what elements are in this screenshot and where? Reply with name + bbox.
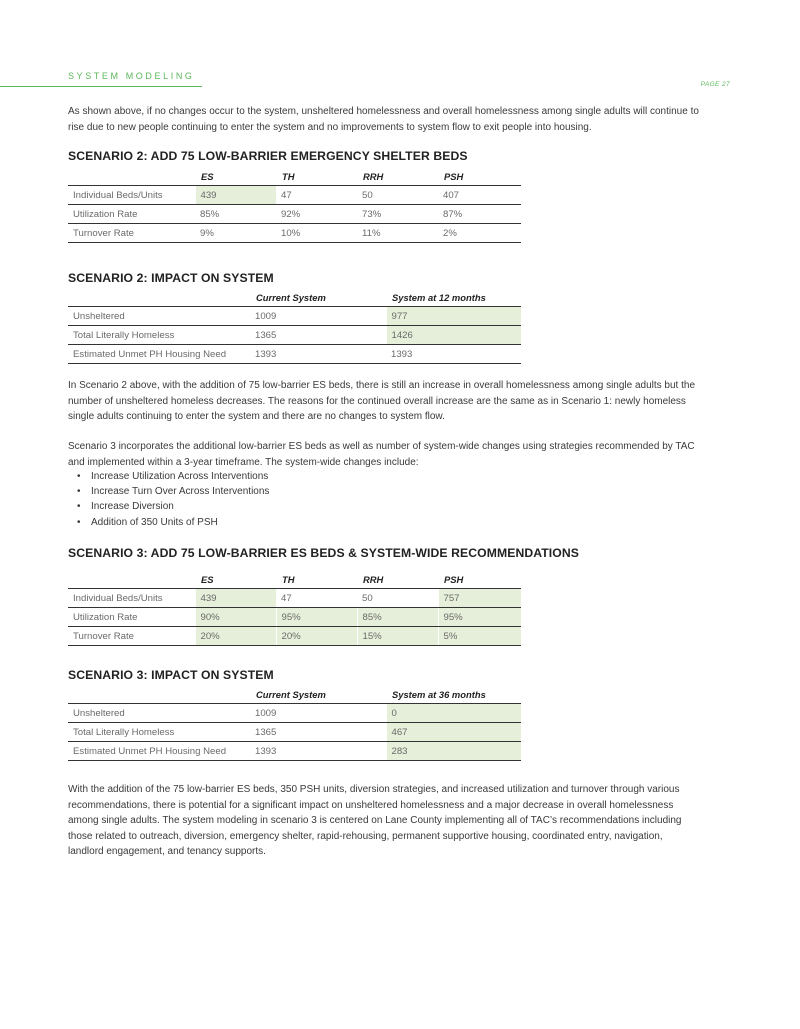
column-header: TH bbox=[276, 570, 357, 589]
table-cell: 977 bbox=[386, 307, 521, 326]
table-row bbox=[68, 704, 521, 723]
list-item bbox=[68, 469, 269, 484]
table-cell: 50 bbox=[357, 186, 438, 205]
column-header: Current System bbox=[250, 685, 386, 704]
row-label: Individual Beds/Units bbox=[68, 589, 195, 608]
section-rule bbox=[0, 86, 202, 87]
column-header: ES bbox=[195, 167, 276, 186]
table-row bbox=[68, 742, 521, 761]
row-label: Estimated Unmet PH Housing Need bbox=[68, 742, 250, 761]
table-cell: 1009 bbox=[250, 307, 386, 326]
table-cell: 73% bbox=[357, 205, 438, 224]
closing-paragraph: With the addition of the 75 low-barrier ES beds, 350 PSH units, diversion strategies, and increased utilization and turnover through various recommendations, there is potential for a significant impact on unsheltered homelessness and a major decrease in overall homelessness among single adults. The system modeling in scenario 3 is centered on Lane County implementing all of TAC’s recommendations including those related to outreach, diversion, emergency shelter, rapid-rehousing, permanent supportive housing, coordinated entry, navigation, landlord engagement, and tenancy supports. bbox=[68, 784, 682, 857]
table-row bbox=[68, 205, 521, 224]
table-header-row bbox=[68, 167, 521, 186]
bullet-icon: • bbox=[77, 501, 81, 513]
row-label: Unsheltered bbox=[68, 704, 250, 723]
table-cell: 9% bbox=[195, 224, 276, 243]
row-label: Estimated Unmet PH Housing Need bbox=[68, 345, 250, 364]
table-row bbox=[68, 186, 521, 205]
table-cell: 1393 bbox=[386, 345, 521, 364]
table-cell: 1009 bbox=[250, 704, 386, 723]
table-row bbox=[68, 627, 521, 646]
bullet-icon: • bbox=[77, 471, 81, 482]
list-item-text: Increase Utilization Across Interventions bbox=[91, 471, 269, 482]
table-header-row bbox=[68, 685, 521, 704]
column-header bbox=[68, 167, 195, 186]
scenario3-impact-title: SCENARIO 3: IMPACT ON SYSTEM bbox=[68, 668, 274, 682]
list-item bbox=[68, 499, 269, 514]
table-cell: 10% bbox=[276, 224, 357, 243]
table-row bbox=[68, 723, 521, 742]
list-item bbox=[68, 515, 269, 530]
column-header: PSH bbox=[438, 167, 521, 186]
row-label: Total Literally Homeless bbox=[68, 723, 250, 742]
table-cell: 1393 bbox=[250, 345, 386, 364]
system-changes-list bbox=[68, 469, 269, 530]
column-header: Current System bbox=[250, 288, 386, 307]
table-cell: 95% bbox=[276, 608, 357, 627]
table-cell: 439 bbox=[195, 589, 276, 608]
row-label: Utilization Rate bbox=[68, 205, 195, 224]
table-cell: 15% bbox=[357, 627, 438, 646]
scenario2-impact-title: SCENARIO 2: IMPACT ON SYSTEM bbox=[68, 271, 274, 285]
table-cell: 95% bbox=[438, 608, 521, 627]
row-label: Turnover Rate bbox=[68, 627, 195, 646]
intro-paragraph: As shown above, if no changes occur to the system, unsheltered homelessness and overall homelessness among single adults will continue to rise due to new people continuing to enter the system and no improvements to system flow to exit people into housing. bbox=[68, 106, 699, 133]
list-item-text: Addition of 350 Units of PSH bbox=[91, 516, 218, 528]
table-cell: 439 bbox=[195, 186, 276, 205]
column-header bbox=[68, 288, 250, 307]
scenario2-beds-table bbox=[68, 167, 521, 243]
table-cell: 50 bbox=[357, 589, 438, 608]
table-cell: 2% bbox=[438, 224, 521, 243]
table-cell: 85% bbox=[357, 608, 438, 627]
table-header-row bbox=[68, 570, 521, 589]
bullet-icon: • bbox=[77, 486, 81, 498]
scenario3-impact-table bbox=[68, 685, 521, 761]
column-header: ES bbox=[195, 570, 276, 589]
row-label: Turnover Rate bbox=[68, 224, 195, 243]
table-cell: 467 bbox=[386, 723, 521, 742]
table-row bbox=[68, 307, 521, 326]
column-header: System at 36 months bbox=[386, 685, 521, 704]
table-cell: 407 bbox=[438, 186, 521, 205]
scenario3-beds-title: SCENARIO 3: ADD 75 LOW-BARRIER ES BEDS & SYSTEM-WIDE RECOMMENDATIONS bbox=[68, 546, 580, 560]
column-header bbox=[68, 685, 250, 704]
table-row bbox=[68, 608, 521, 627]
scenario2-impact-table bbox=[68, 288, 521, 364]
table-cell: 1365 bbox=[250, 326, 386, 345]
table-cell: 1426 bbox=[386, 326, 521, 345]
row-label: Unsheltered bbox=[68, 307, 250, 326]
table-cell: 90% bbox=[195, 608, 276, 627]
list-item bbox=[68, 484, 269, 499]
column-header: RRH bbox=[357, 570, 438, 589]
column-header bbox=[68, 570, 195, 589]
row-label: Individual Beds/Units bbox=[68, 186, 195, 205]
scenario2-beds-title: SCENARIO 2: ADD 75 LOW-BARRIER EMERGENCY SHELTER BEDS bbox=[68, 149, 468, 163]
page-number: PAGE 27 bbox=[700, 81, 730, 88]
table-cell: 757 bbox=[438, 589, 521, 608]
column-header: RRH bbox=[357, 167, 438, 186]
table-cell: 1393 bbox=[250, 742, 386, 761]
list-item-text: Increase Diversion bbox=[91, 501, 174, 513]
table-row bbox=[68, 345, 521, 364]
table-row bbox=[68, 224, 521, 243]
table-cell: 1365 bbox=[250, 723, 386, 742]
column-header: System at 12 months bbox=[386, 288, 521, 307]
table-cell: 20% bbox=[195, 627, 276, 646]
table-header-row bbox=[68, 288, 521, 307]
table-cell: 283 bbox=[386, 742, 521, 761]
table-row bbox=[68, 589, 521, 608]
scenario3-intro-paragraph: Scenario 3 incorporates the additional low-barrier ES beds as well as number of system-wide changes using strategies recommended by TAC and implemented within a 3-year timeframe. The system-wide changes include: bbox=[68, 441, 695, 468]
row-label: Utilization Rate bbox=[68, 608, 195, 627]
list-item-text: Increase Turn Over Across Interventions bbox=[91, 486, 270, 498]
scenario3-beds-table bbox=[68, 570, 521, 646]
table-cell: 11% bbox=[357, 224, 438, 243]
table-cell: 92% bbox=[276, 205, 357, 224]
table-cell: 87% bbox=[438, 205, 521, 224]
table-row bbox=[68, 326, 521, 345]
table-cell: 0 bbox=[386, 704, 521, 723]
table-cell: 47 bbox=[276, 589, 357, 608]
column-header: TH bbox=[276, 167, 357, 186]
scenario2-paragraph: In Scenario 2 above, with the addition of 75 low-barrier ES beds, there is still an increase in overall homelessness among single adults but the number of unsheltered homeless decreases. The reasons for the continued overall increase are the same as in Scenario 1: newly homeless single adults continuing to enter the system and there are no changes to system flow. bbox=[68, 380, 696, 422]
table-cell: 47 bbox=[276, 186, 357, 205]
section-label: SYSTEM MODELING bbox=[68, 71, 195, 81]
column-header: PSH bbox=[438, 570, 521, 589]
table-cell: 5% bbox=[438, 627, 521, 646]
bullet-icon: • bbox=[77, 516, 81, 528]
table-cell: 85% bbox=[195, 205, 276, 224]
table-cell: 20% bbox=[276, 627, 357, 646]
row-label: Total Literally Homeless bbox=[68, 326, 250, 345]
